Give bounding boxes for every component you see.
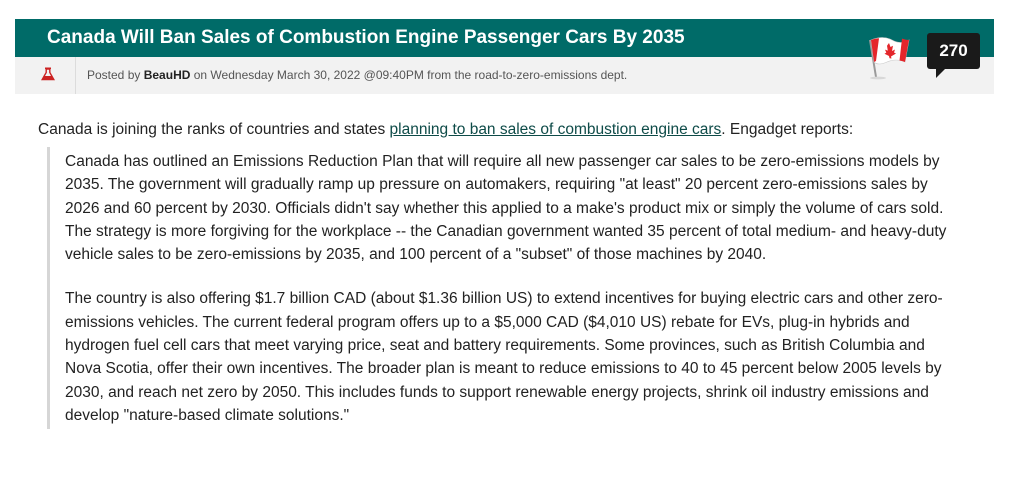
story-intro <box>38 119 978 141</box>
story-title[interactable]: Canada Will Ban Sales of Combustion Engine Passenger Cars By 2035 <box>47 27 685 48</box>
author-link[interactable]: BeauHD <box>143 68 191 82</box>
flask-icon[interactable] <box>41 67 55 81</box>
intro-text-after: . Engadget reports: <box>721 121 854 138</box>
story-header <box>15 19 994 57</box>
story-details-bar <box>15 57 994 94</box>
canada-flag-icon[interactable] <box>864 32 912 80</box>
intro-text-before: Canada is joining the ranks of countries and states <box>38 121 390 138</box>
details-divider <box>75 57 76 94</box>
intro-link[interactable]: planning to ban sales of combustion engine cars <box>389 121 722 138</box>
comment-count-badge[interactable]: 270 <box>927 33 980 69</box>
byline-date-dept: on Wednesday March 30, 2022 @09:40PM from the road-to-zero-emissions dept. <box>193 68 628 82</box>
byline-prefix: Posted by <box>87 68 141 82</box>
comment-bubble-tail <box>936 69 945 78</box>
quote-paragraph-1: Canada has outlined an Emissions Reduction Plan that will require all new passenger car sales to be zero-emissions models by 2035. The government will gradually ramp up pressure on automakers, requiring "at least" 20 percent zero-emissions sales by 2026 and 60 percent by 2030. Officials didn't say whether this applied to a make's product mix or simply the volume of cars sold. The strategy is more forgiving for the workplace -- the Canadian government wanted 35 percent of total medium- and heavy-duty vehicle sales to be zero-emissions by 2035, and 100 percent of a "subset" of those machines by 2040. <box>65 153 947 264</box>
quote-paragraph-2: The country is also offering $1.7 billion CAD (about $1.36 billion US) to extend incentives for buying electric cars and other zero-emissions vehicles. The current federal program offers up to a $5,000 CAD ($4,010 US) rebate for EVs, plug-in hybrids and hydrogen fuel cell cars that meet varying price, seat and battery requirements. Some provinces, such as British Columbia and Nova Scotia, offer their own incentives. The broader plan is meant to reduce emissions to 40 to 45 percent below 2005 levels by 2030, and reach net zero by 2050. This includes funds to support renewable energy projects, shrink oil industry emissions and develop "nature-based climate solutions." <box>65 290 943 424</box>
story-blockquote <box>47 147 965 429</box>
byline <box>87 68 627 83</box>
